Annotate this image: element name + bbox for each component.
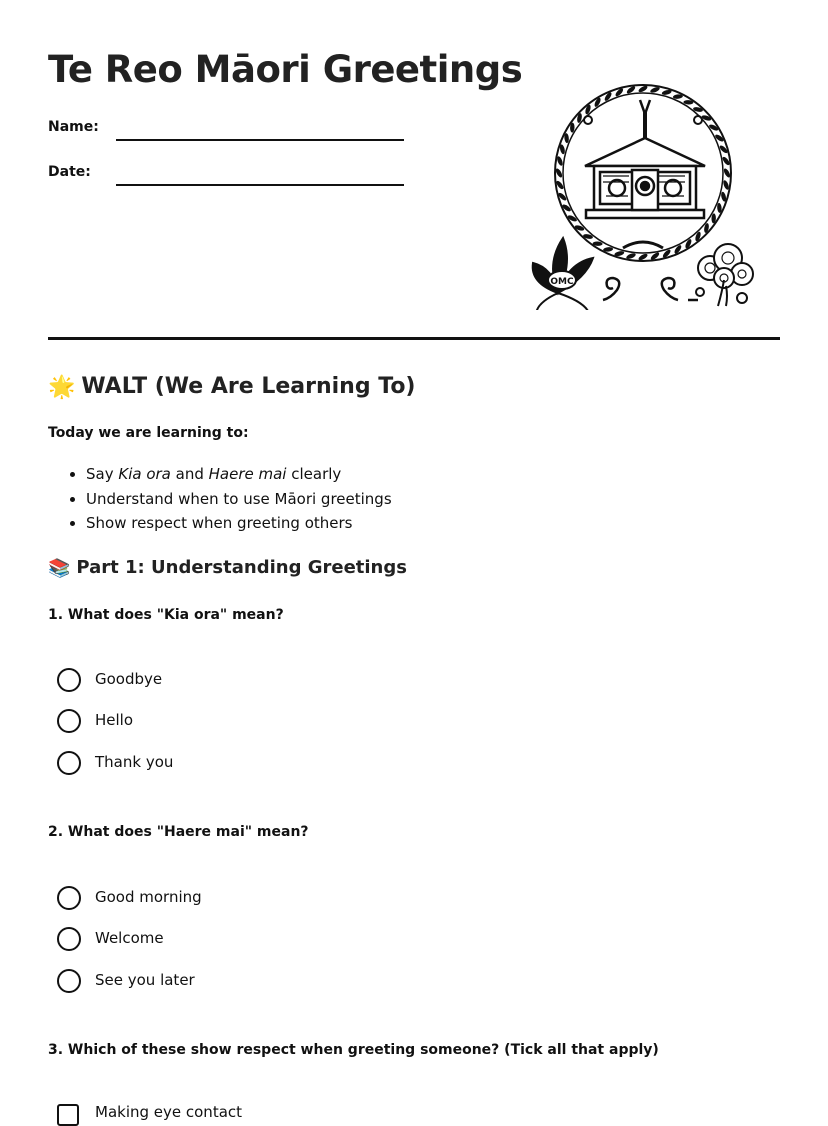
name-write-line[interactable]	[116, 139, 404, 141]
option-label: See you later	[95, 971, 195, 989]
page-title: Te Reo Māori Greetings	[48, 48, 523, 91]
q2-option-see-you-later[interactable]	[57, 969, 457, 995]
q2-option-good-morning[interactable]	[57, 886, 457, 912]
list-item: • Understand when to use Māori greetings	[86, 487, 392, 512]
q1-option-hello[interactable]	[57, 709, 457, 735]
part1-heading-text: Part 1: Understanding Greetings	[76, 557, 407, 578]
option-label: Thank you	[95, 753, 174, 771]
section-divider	[48, 337, 780, 340]
date-write-line[interactable]	[116, 184, 404, 186]
q3-option-eye-contact[interactable]	[57, 1100, 457, 1126]
list-item: • Show respect when greeting others	[86, 511, 392, 536]
name-field	[48, 119, 408, 143]
star-icon: 🌟	[48, 374, 76, 400]
walt-intro: Today we are learning to:	[48, 425, 249, 441]
name-label: Name:	[48, 119, 99, 135]
date-label: Date:	[48, 164, 91, 180]
radio-button[interactable]	[57, 668, 81, 692]
radio-button[interactable]	[57, 969, 81, 993]
option-label: Welcome	[95, 929, 164, 947]
radio-button[interactable]	[57, 927, 81, 951]
q1-option-thank-you[interactable]	[57, 751, 457, 777]
radio-button[interactable]	[57, 709, 81, 733]
books-icon: 📚	[48, 557, 71, 579]
checkbox[interactable]	[57, 1104, 79, 1126]
option-label: Hello	[95, 711, 134, 729]
phrase-kia-ora: Kia ora	[118, 465, 171, 483]
date-field	[48, 164, 408, 188]
badge-text: OMC	[550, 277, 574, 287]
option-label: Making eye contact	[95, 1103, 243, 1121]
option-label: Goodbye	[95, 670, 163, 688]
option-label: Good morning	[95, 888, 202, 906]
question-1: 1. What does "Kia ora" mean?	[48, 607, 284, 623]
part1-heading	[48, 557, 407, 579]
q1-option-goodbye[interactable]	[57, 668, 457, 694]
walt-heading	[48, 374, 416, 400]
learning-goals-list	[48, 462, 392, 536]
list-item: • Say Kia ora and Haere mai clearly	[86, 462, 392, 487]
wharenui-emblem-illustration	[528, 78, 758, 310]
question-2: 2. What does "Haere mai" mean?	[48, 824, 309, 840]
phrase-haere-mai: Haere mai	[208, 465, 287, 483]
radio-button[interactable]	[57, 886, 81, 910]
walt-heading-text: WALT (We Are Learning To)	[81, 374, 416, 399]
q2-option-welcome[interactable]	[57, 927, 457, 953]
question-3: 3. Which of these show respect when greeting someone? (Tick all that apply)	[48, 1042, 659, 1058]
radio-button[interactable]	[57, 751, 81, 775]
